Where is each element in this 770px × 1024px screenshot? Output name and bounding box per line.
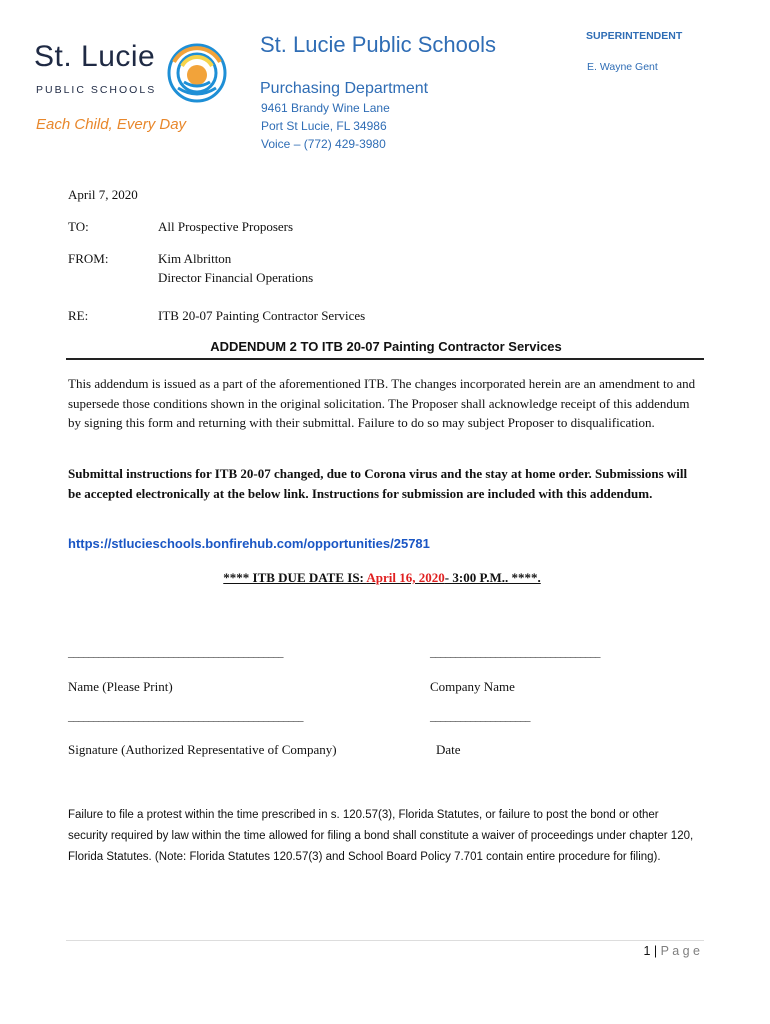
from-label: FROM:: [68, 251, 109, 266]
superintendent-name: E. Wayne Gent: [587, 61, 658, 73]
addendum-paragraph: This addendum is issued as a part of the aforementioned ITB. The changes incorporated herein are an amendment to and supersede those conditions shown in the original solicitation. The Proposer shall acknowledge receipt of this addendum by signing this form and returning with their submittal. Failure to do so may subject Proposer to disqualification.: [68, 376, 696, 430]
addendum-title: ADDENDUM 2 TO ITB 20-07 Painting Contractor Services: [210, 339, 562, 354]
footer-divider: [66, 940, 704, 941]
to-value: All Prospective Proposers: [158, 219, 294, 234]
date-label: Date: [436, 742, 461, 757]
to-label: TO:: [68, 219, 89, 234]
due-date-line: [68, 570, 696, 586]
name-label: Name (Please Print): [68, 679, 173, 694]
logo-tagline: Each Child, Every Day: [36, 116, 187, 133]
company-signature-line: __________________________________: [430, 647, 600, 659]
signature-label: Signature (Authorized Representative of Company): [68, 742, 337, 757]
organization-name: St. Lucie Public Schools: [260, 32, 497, 57]
company-label: Company Name: [430, 679, 515, 694]
logo-wordmark: St. Lucie: [34, 40, 156, 73]
due-prefix: **** ITB DUE DATE IS:: [223, 570, 367, 585]
date-signature-line: ____________________: [430, 711, 530, 723]
memo-date: April 7, 2020: [68, 187, 138, 202]
from-title: Director Financial Operations: [158, 270, 314, 285]
logo-sun-icon: [166, 42, 228, 104]
voice-phone: Voice – (772) 429-3980: [261, 137, 386, 151]
address-line-2: Port St Lucie, FL 34986: [261, 119, 387, 133]
from-name: Kim Albritton: [158, 251, 232, 266]
submittal-instructions: Submittal instructions for ITB 20-07 changed, due to Corona virus and the stay at home order. Submissions will be accepted electronically at the below link. Instructions for submission are included with this addendum.: [68, 466, 688, 501]
page-number: 1: [643, 944, 651, 958]
due-date: April 16, 2020: [366, 570, 445, 585]
district-logo: [20, 38, 225, 138]
address-line-1: 9461 Brandy Wine Lane: [261, 101, 390, 115]
bonfire-submission-link[interactable]: https://stlucieschools.bonfirehub.com/opportunities/25781: [68, 536, 430, 551]
authorized-signature-line: _______________________________________________: [68, 711, 303, 723]
protest-notice: Failure to file a protest within the time prescribed in s. 120.57(3), Florida Statutes, or failure to post the bond or other security required by law within the time allowed for filing a bond shall constitute a waiver of proceedings under chapter 120, Florida Statutes. (Note: Florida Statutes 120.57(3) and School Board Policy 7.701 contain entire procedure for filing).: [68, 809, 694, 863]
page-footer: [560, 944, 700, 958]
department-name: Purchasing Department: [260, 80, 429, 97]
page-label: P a g e: [660, 944, 700, 958]
due-suffix: - 3:00 P.M.. ****.: [444, 570, 541, 585]
superintendent-title: SUPERINTENDENT: [586, 30, 683, 42]
logo-subtitle: PUBLIC SCHOOLS: [36, 84, 157, 96]
re-label: RE:: [68, 308, 89, 323]
page-separator: |: [653, 944, 658, 958]
re-value: ITB 20-07 Painting Contractor Services: [158, 308, 366, 323]
title-divider: [66, 358, 704, 360]
name-signature-line: ___________________________________________: [68, 647, 283, 659]
